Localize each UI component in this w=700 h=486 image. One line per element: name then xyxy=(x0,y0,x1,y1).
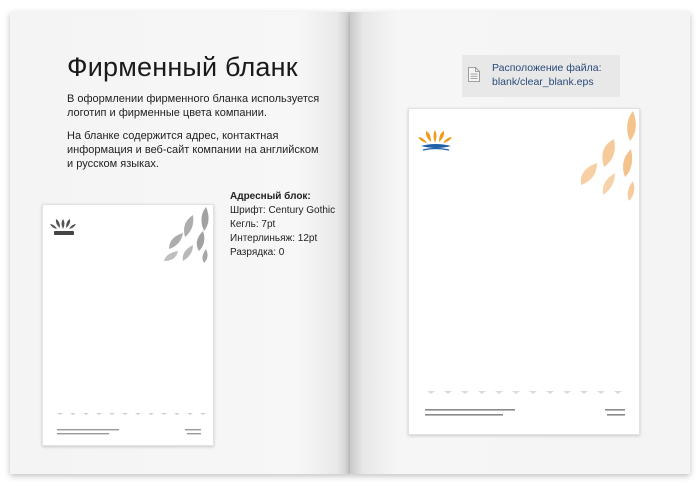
letterhead-preview-grayscale xyxy=(42,204,214,446)
spec-leading: Интерлиньяж: 12pt xyxy=(230,233,318,244)
color-sheet-art xyxy=(409,109,639,434)
file-location-text xyxy=(492,61,602,89)
document-icon xyxy=(468,67,480,82)
file-location-label: Расположение файла: xyxy=(492,62,602,74)
decorative-petals-color xyxy=(581,111,636,201)
footer-dots-color xyxy=(427,391,622,394)
brochure-spread xyxy=(10,12,690,480)
left-page xyxy=(10,12,350,474)
footer-address-color xyxy=(425,409,625,416)
intro-paragraph: В оформлении фирменного бланка используется логотип и фирменные цвета компании. xyxy=(67,93,320,119)
decorative-petals-grayscale xyxy=(164,207,209,263)
grayscale-sheet-art xyxy=(43,205,213,445)
page-title: Фирменный бланк xyxy=(67,52,298,82)
logo-mark-color xyxy=(418,130,452,150)
content-paragraph: На бланке содержится адрес, контактная информация и веб-сайт компании на английском и русском языках. xyxy=(67,130,319,170)
file-location-box xyxy=(462,55,620,97)
spec-heading: Адресный блок: xyxy=(230,191,311,202)
file-location-path: blank/clear_blank.eps xyxy=(492,76,594,88)
spec-font: Шрифт: Century Gothic xyxy=(230,205,336,216)
logo-mark-grayscale xyxy=(50,219,76,235)
footer-dots-grayscale xyxy=(57,413,206,415)
spec-size: Кегль: 7pt xyxy=(230,219,276,230)
address-block-spec xyxy=(230,190,335,260)
footer-address-grayscale xyxy=(57,429,201,434)
spec-tracking: Разрядка: 0 xyxy=(230,247,285,258)
letterhead-preview-color xyxy=(408,108,640,435)
